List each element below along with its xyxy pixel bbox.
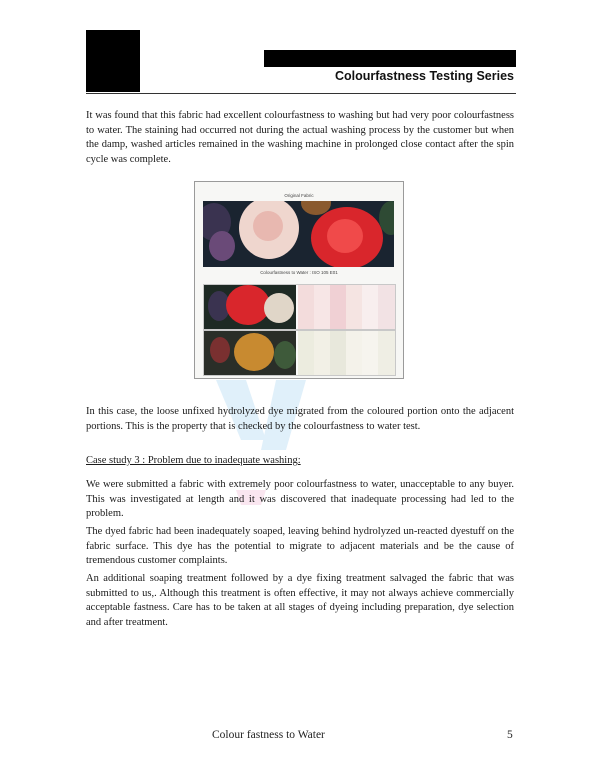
header-divider xyxy=(86,93,516,94)
original-fabric-image xyxy=(203,201,394,267)
dyed-fabric-sample xyxy=(204,285,296,329)
paragraph-treatment: An additional soaping treatment followed by a dye fixing treatment salvaged the fabric that was submitted to us,. Although this treatment is often effective, it may not always achieve commercially acceptable fastness. Care has to be taken at all stages of dyeing including preparation, dye selection and after treatment. xyxy=(86,573,514,628)
multifibre-strip xyxy=(298,331,395,375)
dyed-fabric-sample xyxy=(204,331,296,375)
footer-title: Colour fastness to Water xyxy=(212,729,325,741)
paragraph-soaping: The dyed fabric had been inadequately soaped, leaving behind hydrolyzed un-reacted dyestuff on the fabric surface. This dye has the potential to migrate to adjacent materials and be the cause of tremendous customer complaints. xyxy=(86,526,514,566)
test-specimen-2 xyxy=(203,330,396,376)
series-title: Colourfastness Testing Series xyxy=(335,69,514,83)
header-bar xyxy=(264,50,516,67)
figure-caption-original: Original Fabric xyxy=(284,193,314,198)
paragraph-case-intro: We were submitted a fabric with extremely poor colourfastness to water, unacceptable to any buyer. This was investigated at length and it was discovered that inadequate processing had led to the problem. xyxy=(86,479,514,519)
fabric-test-figure xyxy=(194,181,404,379)
paragraph-migration: In this case, the loose unfixed hydrolyzed dye migrated from the coloured portion onto the adjacent portions. This is the property that is checked by the colourfastness to water test. xyxy=(86,406,514,432)
page-number: 5 xyxy=(507,729,513,741)
multifibre-strip xyxy=(298,285,395,329)
test-specimen-1 xyxy=(203,284,396,330)
logo-block xyxy=(86,30,140,92)
case-study-heading: Case study 3 : Problem due to inadequate washing: xyxy=(86,455,301,466)
paragraph-intro: It was found that this fabric had excellent colourfastness to washing but had very poor colourfastness to water. The staining had occurred not during the actual washing process by the customer but when the damp, washed articles remained in the washing machine in prolonged close contact after the spin cycle was complete. xyxy=(86,110,514,165)
figure-caption-test: Colourfastness to Water : ISO 105 E01 xyxy=(260,270,338,275)
